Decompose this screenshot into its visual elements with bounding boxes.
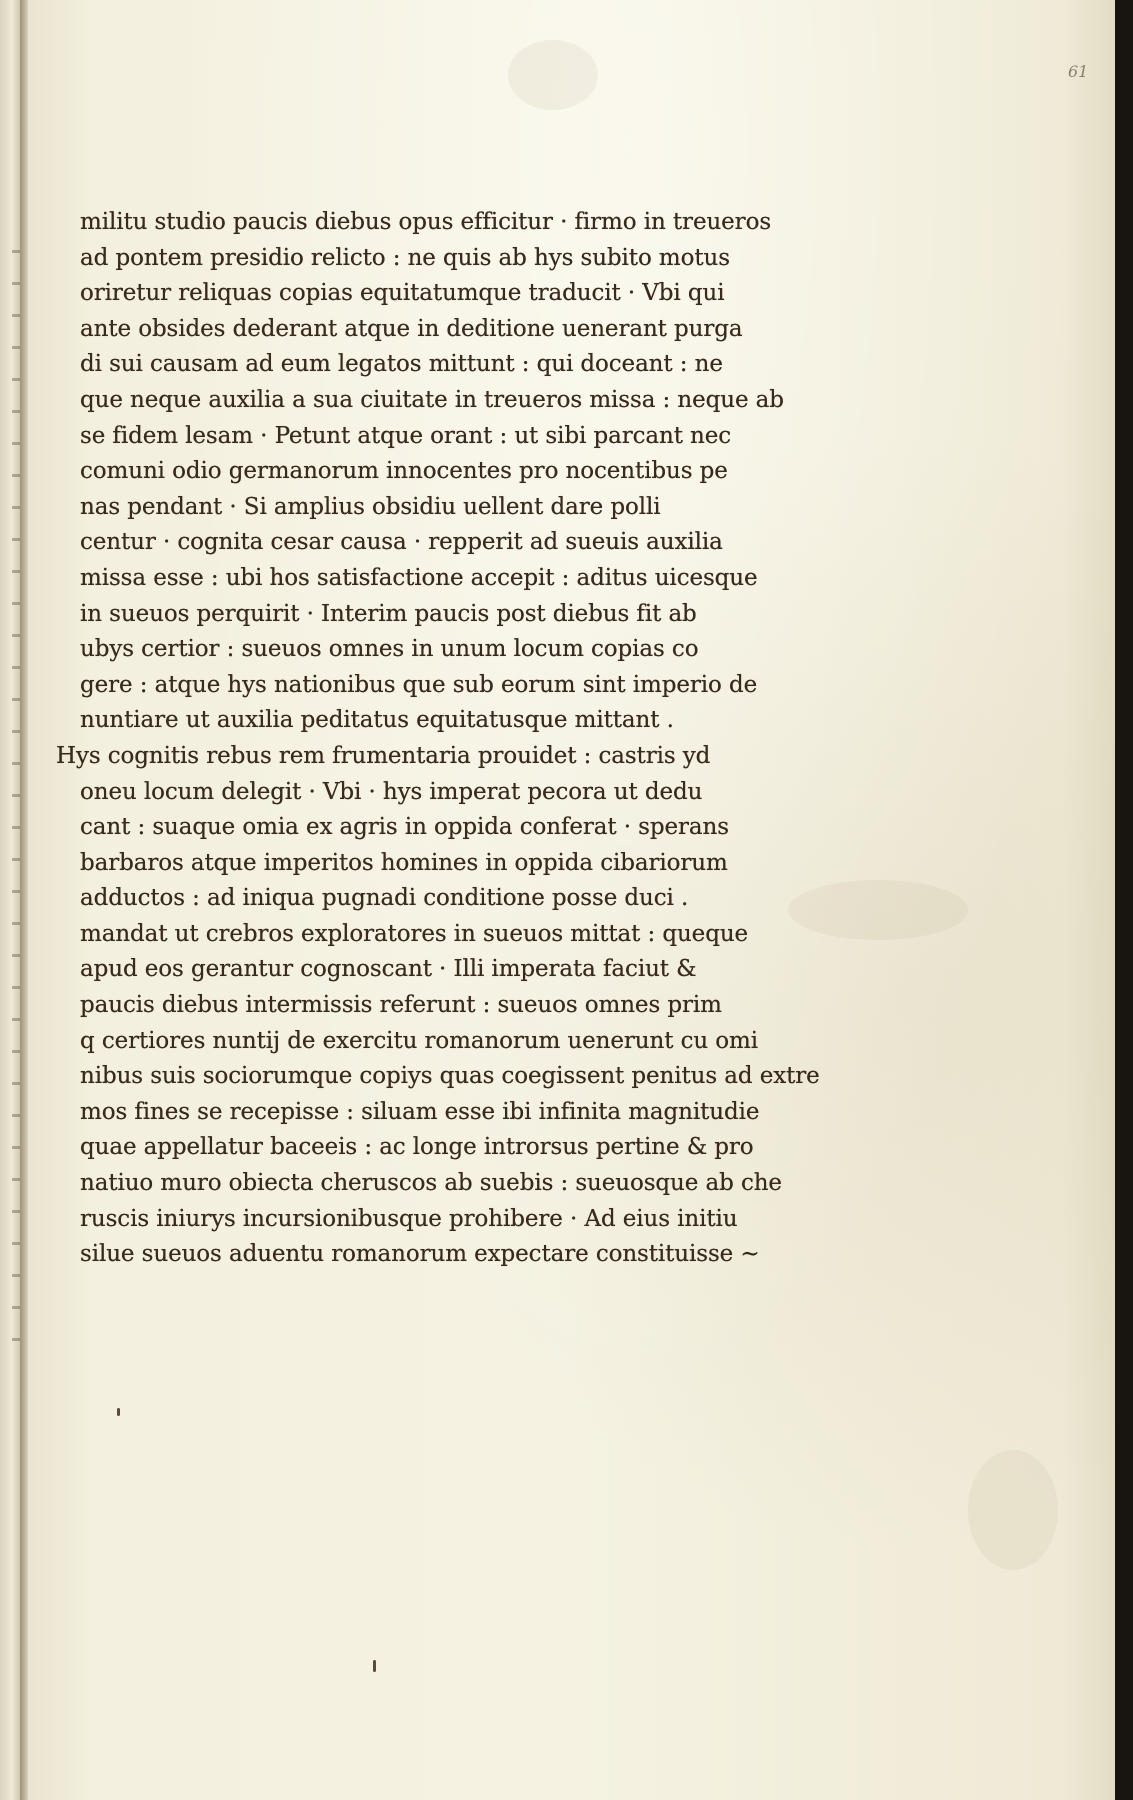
text-line: comuni odio germanorum innocentes pro nocentibus pe	[80, 458, 728, 485]
parchment-stain	[968, 1450, 1058, 1570]
text-line: apud eos gerantur cognoscant · Illi imperata faciut &	[80, 956, 697, 983]
text-line: adductos : ad iniqua pugnadi conditione posse duci .	[80, 885, 689, 912]
text-line: nibus suis sociorumque copiys quas coegissent penitus ad extre	[80, 1063, 820, 1090]
text-line: natiuo muro obiecta cheruscos ab suebis : sueuosque ab che	[80, 1170, 782, 1197]
ink-speck	[117, 1408, 120, 1416]
previous-page-ink-traces	[12, 250, 20, 1350]
text-line: missa esse : ubi hos satisfactione accepit : aditus uicesque	[80, 564, 758, 591]
parchment-leaf	[28, 0, 1115, 1800]
text-line: ante obsides dederant atque in deditione uenerant purga	[80, 315, 743, 342]
text-line: silue sueuos aduentu romanorum expectare constituisse ~	[80, 1241, 760, 1268]
text-line: gere : atque hys nationibus que sub eorum sint imperio de	[80, 671, 758, 698]
text-line: militu studio paucis diebus opus efficitur · firmo in treueros	[80, 209, 772, 235]
text-line-paragraph-start: Hys cognitis rebus rem frumentaria prouidet : castris yd	[56, 742, 711, 769]
text-line: centur · cognita cesar causa · repperit ad sueuis auxilia	[80, 529, 723, 556]
text-line: oriretur reliquas copias equitatumque traducit · Vbi qui	[80, 280, 725, 307]
parchment-stain	[508, 40, 598, 110]
previous-page-edge	[0, 0, 20, 1800]
book-gutter	[20, 0, 28, 1800]
text-line: barbaros atque imperitos homines in oppida cibariorum	[80, 849, 728, 876]
text-line: ruscis iniurys incursionibusque prohibere · Ad eius initiu	[80, 1205, 738, 1232]
text-line: se fidem lesam · Petunt atque orant : ut sibi parcant nec	[80, 422, 732, 449]
text-line: cant : suaque omia ex agris in oppida conferat · sperans	[80, 814, 729, 841]
text-line: mandat ut crebros exploratores in sueuos mittat : queque	[80, 920, 749, 947]
text-line: di sui causam ad eum legatos mittunt : qui doceant : ne	[80, 351, 723, 378]
text-line: q certiores nuntij de exercitu romanorum uenerunt cu omi	[80, 1027, 758, 1054]
text-line: ad pontem presidio relicto : ne quis ab hys subito motus	[80, 244, 730, 271]
text-line: nas pendant · Si amplius obsidiu uellent dare polli	[80, 493, 661, 520]
text-line: quae appellatur baceeis : ac longe introrsus pertine & pro	[80, 1134, 754, 1161]
text-line: nuntiare ut auxilia peditatus equitatusque mittant .	[80, 707, 674, 734]
text-line: in sueuos perquirit · Interim paucis post diebus fit ab	[80, 600, 697, 627]
text-line: ubys certior : sueuos omnes in unum locum copias co	[80, 636, 699, 663]
scan-frame-edge	[1115, 0, 1133, 1800]
manuscript-text-block	[56, 205, 840, 1273]
text-line: oneu locum delegit · Vbi · hys imperat pecora ut dedu	[80, 778, 703, 805]
ink-speck	[373, 1660, 376, 1672]
text-line: que neque auxilia a sua ciuitate in treueros missa : neque ab	[80, 386, 784, 413]
text-line: paucis diebus intermissis referunt : sueuos omnes prim	[80, 992, 722, 1019]
text-line: mos fines se recepisse : siluam esse ibi infinita magnitudie	[80, 1098, 760, 1125]
folio-number: 61	[1068, 62, 1089, 81]
